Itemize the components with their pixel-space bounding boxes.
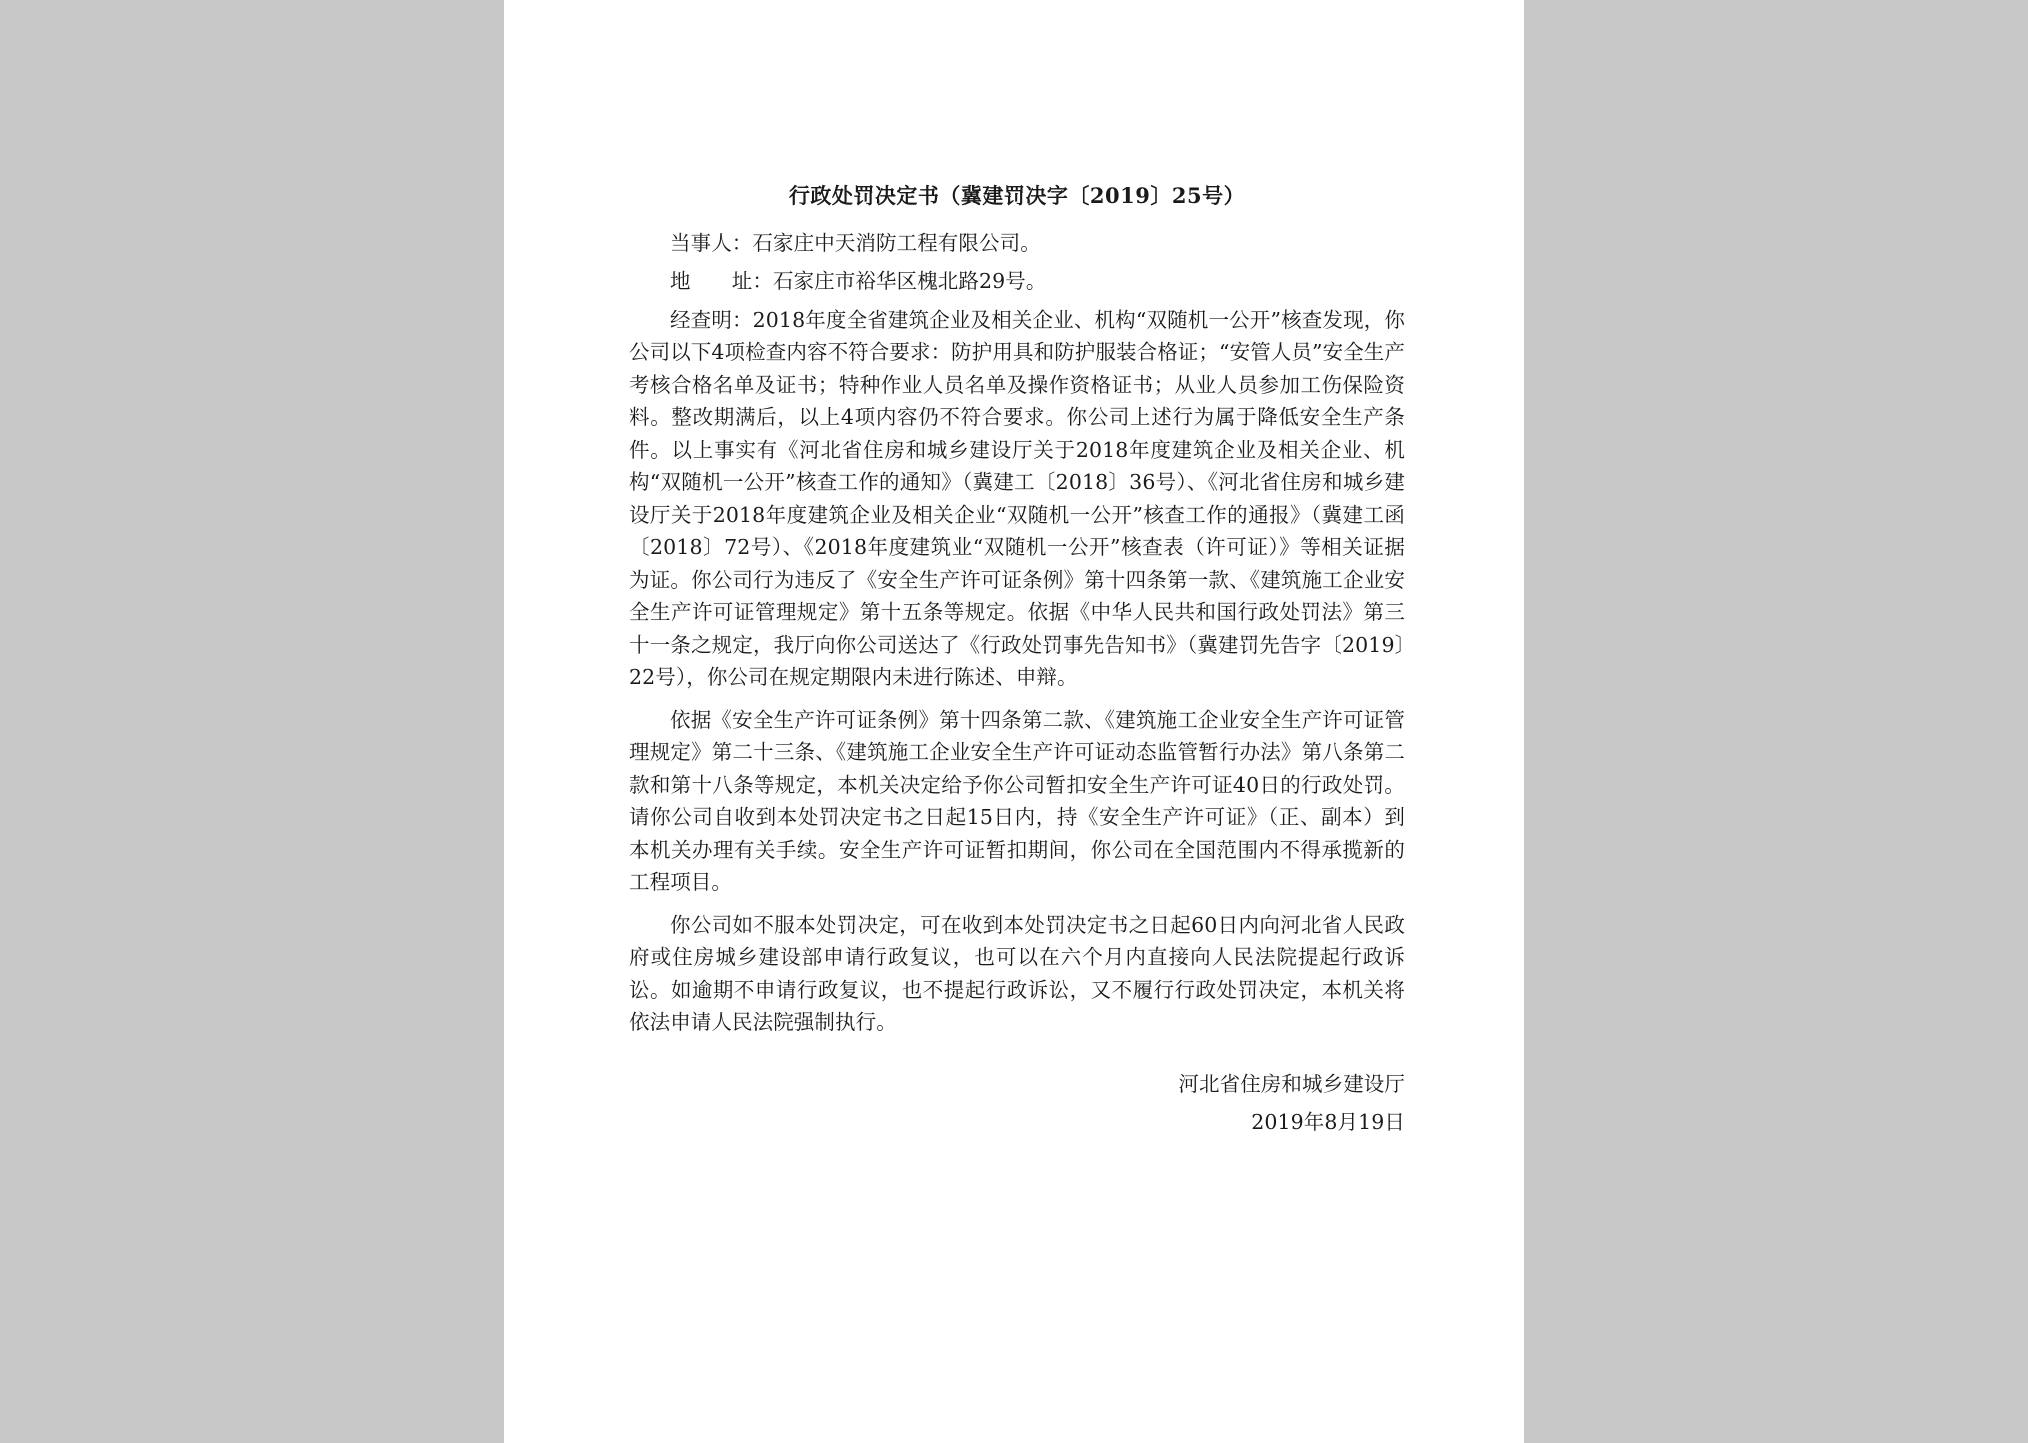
- party-label: 当事人：: [670, 230, 753, 255]
- signature-org: 河北省住房和城乡建设厅: [1178, 1071, 1405, 1096]
- address-line: [629, 265, 1405, 298]
- party-line: [629, 227, 1405, 260]
- address-label: 地 址：: [670, 269, 773, 293]
- paragraph-appeal: 你公司如不服本处罚决定，可在收到本处罚决定书之日起60日内向河北省人民政府或住房城乡建设部申请行政复议，也可以在六个月内直接向人民法院提起行政诉讼。如逾期不申请行政复议，也不提起行政诉讼，又不履行行政处罚决定，本机关将依法申请人民法院强制执行。: [629, 912, 1405, 1034]
- paragraph-decision: 依据《安全生产许可证条例》第十四条第二款、《建筑施工企业安全生产许可证管理规定》第二十三条、《建筑施工企业安全生产许可证动态监管暂行办法》第八条第二款和第十八条等规定，本机关决定给予你公司暂扣安全生产许可证40日的行政处罚。请你公司自收到本处罚决定书之日起15日内，持《安全生产许可证》（正、副本）到本机关办理有关手续。安全生产许可证暂扣期间，你公司在全国范围内不得承揽新的工程项目。: [629, 707, 1405, 894]
- document-title: 行政处罚决定书（冀建罚决字〔2019〕25号）: [788, 183, 1246, 208]
- signature-block: [629, 1065, 1405, 1141]
- signature-date: 2019年8月19日: [1251, 1109, 1405, 1134]
- document-page: [504, 0, 1524, 1443]
- document-content: [629, 180, 1405, 1141]
- address-value: 石家庄市裕华区槐北路29号。: [773, 269, 1047, 293]
- party-value: 石家庄中天消防工程有限公司。: [752, 230, 1041, 255]
- paragraph-findings: 经查明：2018年度全省建筑企业及相关企业、机构“双随机一公开”核查发现，你公司以下4项检查内容不符合要求：防护用具和防护服装合格证；“安管人员”安全生产考核合格名单及证书；特种作业人员名单及操作资格证书；从业人员参加工伤保险资料。整改期满后，以上4项内容仍不符合要求。你公司上述行为属于降低安全生产条件。以上事实有《河北省住房和城乡建设厅关于2018年度建筑企业及相关企业、机构“双随机一公开”核查工作的通知》（冀建工〔2018〕36号）、《河北省住房和城乡建设厅关于2018年度建筑企业及相关企业“双随机一公开”核查工作的通报》（冀建工函〔2018〕72号）、《2018年度建筑业“双随机一公开”核查表（许可证）》等相关证据为证。你公司行为违反了《安全生产许可证条例》第十四条第一款、《建筑施工企业安全生产许可证管理规定》第十五条等规定。依据《中华人民共和国行政处罚法》第三十一条之规定，我厅向你公司送达了《行政处罚事先告知书》（冀建罚先告字〔2019〕22号），你公司在规定期限内未进行陈述、申辩。: [629, 307, 1405, 689]
